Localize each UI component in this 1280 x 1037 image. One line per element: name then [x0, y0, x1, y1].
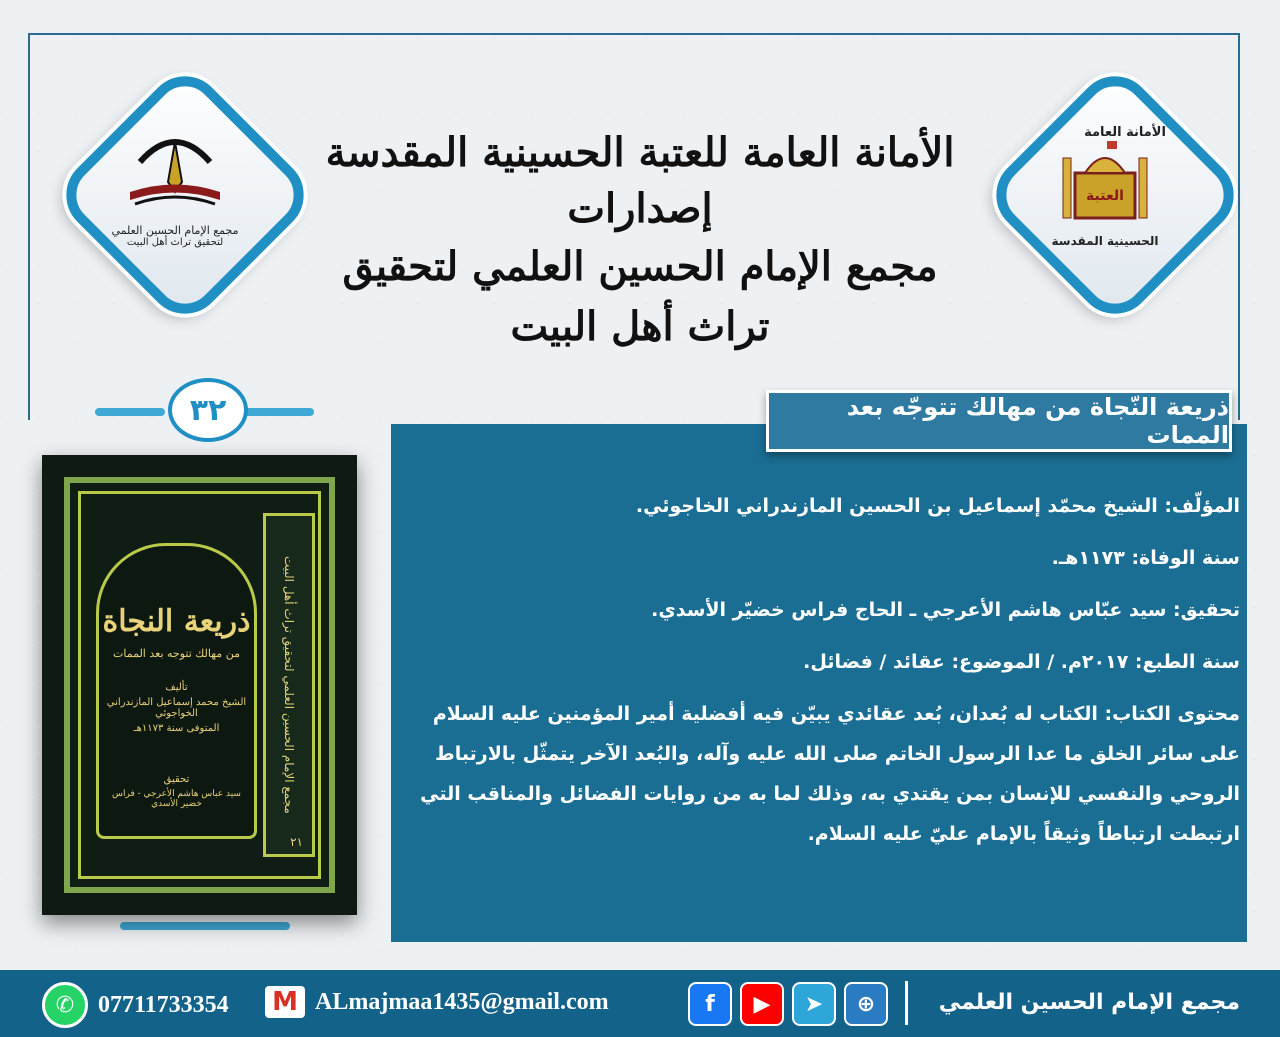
header-title	[300, 125, 980, 357]
info-author: المؤلّف: الشيخ محمّد إسماعيل بن الحسين المازندراني الخاجوئي.	[635, 495, 1240, 517]
youtube-icon[interactable]: ▶	[740, 982, 784, 1026]
info-content: محتوى الكتاب: الكتاب له بُعدان، بُعد عقائدي يبيّن فيه أفضلية أمير المؤمنين عليه السلام على سائر الخلق ما عدا الرسول الخاتم صلى الله عليه وآله، والبُعد الآخر يتمثّل بالارتباط الروحي والنفسي للإنسان بمن يقتدي به، وذلك لما به من روايات الفضائل والمناقب التي ارتبطت ارتباطاً وثيقاً بالإمام عليّ عليه السلام.	[420, 703, 1240, 845]
left-logo	[80, 90, 270, 280]
web-icon[interactable]: ⊕	[844, 982, 888, 1026]
info-death: سنة الوفاة: ١١٧٣هـ.	[1051, 547, 1240, 569]
book-cover-author-label: تأليف	[165, 682, 188, 693]
info-tahqiq: تحقيق: سيد عبّاس هاشم الأعرجي ـ الحاج فراس خضيّر الأسدي.	[651, 599, 1240, 621]
book-cover-tahqiq: سيد عباس هاشم الأعرجي - فراس خضير الأسدي	[112, 789, 241, 809]
gmail-icon: M	[265, 986, 305, 1018]
book-info	[420, 486, 1240, 854]
header-line-1: الأمانة العامة للعتبة الحسينية المقدسة	[325, 129, 955, 176]
footer-divider	[905, 981, 908, 1025]
footer-phone-number: 07711733354	[98, 991, 229, 1018]
badge-ornament-left	[95, 408, 165, 416]
info-print: سنة الطبع: ٢٠١٧م. / الموضوع: عقائد / فضائل.	[803, 651, 1240, 673]
footer-email-address: ALmajmaa1435@gmail.com	[315, 988, 609, 1015]
book-title-box: ذريعة النّجاة من مهالك تتوجّه بعد الممات	[766, 390, 1232, 452]
book-spine-text: مجمع الإمام الحسين العلمي لتحقيق تراث أهل البيت	[282, 556, 296, 814]
badge-ornament-right	[244, 408, 314, 416]
shrine-icon	[1045, 123, 1165, 243]
book-cover-author: الشيخ محمد إسماعيل المازندراني الخواجوئي	[106, 697, 247, 719]
book-spine-number: ٢١	[290, 835, 303, 849]
book-cover-spine	[263, 513, 315, 857]
book-cover-death: المتوفى سنة ١١٧٣هـ	[133, 723, 220, 734]
telegram-icon[interactable]: ➤	[792, 982, 836, 1026]
book-cover-arch	[96, 543, 257, 839]
book-cover-title: ذريعة النجاة	[102, 604, 251, 639]
header-line-3: مجمع الإمام الحسين العلمي لتحقيق تراث أهل البيت	[342, 243, 938, 350]
facebook-icon[interactable]: f	[688, 982, 732, 1026]
bottom-ornament	[120, 922, 290, 930]
footer-phone[interactable]	[42, 982, 229, 1028]
right-logo-text-mid: العتبة	[1086, 187, 1124, 204]
footer	[0, 970, 1280, 1037]
header-line-2: إصدارات	[567, 185, 713, 232]
book-cover-subtitle: من مهالك تتوجه بعد الممات	[113, 647, 240, 660]
right-logo-text-top: الأمانة العامة	[1084, 124, 1166, 140]
right-logo-text-bottom: الحسينية المقدسة	[1051, 233, 1159, 248]
left-logo-text-1: مجمع الإمام الحسين العلمي	[111, 224, 239, 237]
right-logo	[1010, 90, 1200, 280]
book-cover-tahqiq-label: تحقيق	[163, 774, 190, 785]
footer-email[interactable]	[265, 986, 609, 1018]
book-cover	[42, 455, 357, 915]
footer-org-name: مجمع الإمام الحسين العلمي	[938, 990, 1240, 1015]
left-logo-text-2: لتحقيق تراث أهل البيت	[126, 237, 224, 248]
issue-number-badge: ٣٢	[168, 378, 248, 442]
pen-book-icon	[120, 122, 230, 222]
whatsapp-icon: ✆	[42, 982, 88, 1028]
book-cover-frame	[64, 477, 335, 893]
footer-social	[688, 982, 888, 1026]
